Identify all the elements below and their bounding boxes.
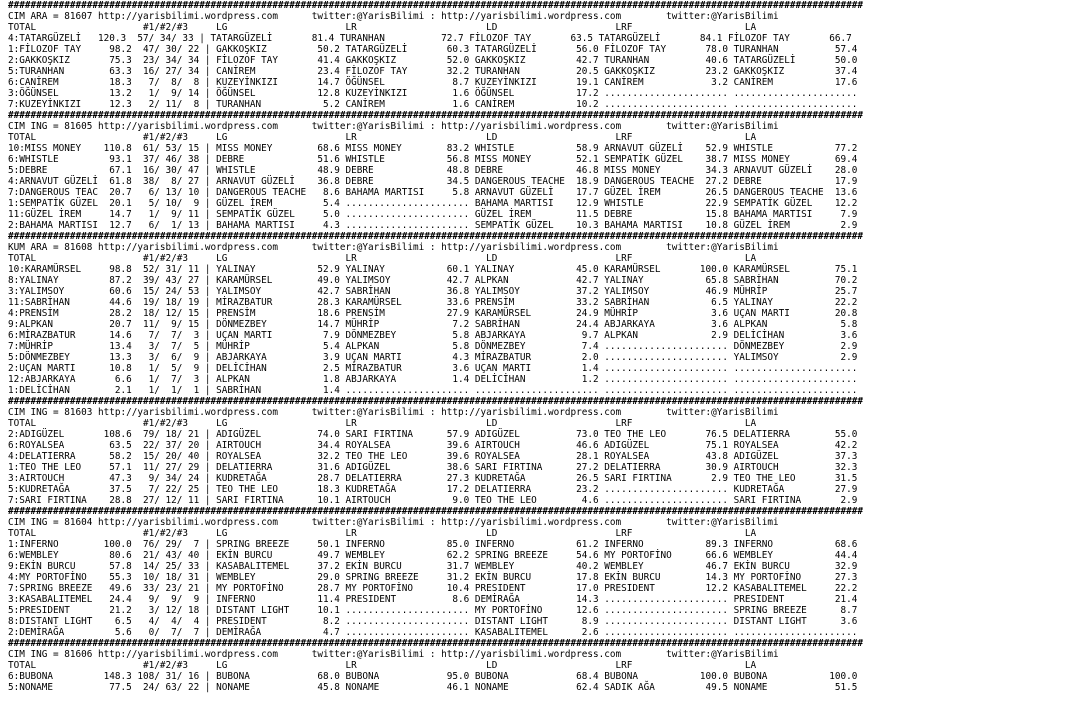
data-row: 3:KASABALITEMEL 24.4 9/ 9/ 9 | INFERNO 11.4 PRESIDENT 8.6 DEMİRAĞA 14.3 ...................... PRESIDENT 21.4 <box>8 594 858 605</box>
data-row: 6:CANİREM 18.3 7/ 8/ 8 | KUZEYİNKIZI 14.7 ÖĞÜNSEL 8.7 KUZEYİNKIZI 19.1 CANİREM 3.2 CANİREM 17.6 <box>8 77 858 88</box>
race-header-line: CIM ING = 81603 http://yarisbilimi.wordpress.com twitter:@YarisBilimi : http://yarisbilimi.wordpress.com twitter:@YarisBilimi <box>8 407 779 418</box>
data-row: 7:SPRING BREEZE 49.6 33/ 23/ 21 | MY PORTOFİNO 28.7 MY PORTOFİNO 10.4 PRESIDENT 17.0 PRESIDENT 12.2 KASABALITEMEL 22.2 <box>8 583 858 594</box>
data-row: 8:YALINAY 87.2 39/ 43/ 27 | KARAMÜRSEL 49.0 YALIMSOY 42.7 ALPKAN 42.7 YALINAY 65.8 SABRİHAN 70.2 <box>8 275 858 286</box>
data-row: 8:DISTANT LIGHT 6.5 4/ 4/ 4 | PRESIDENT 8.2 ...................... DISTANT LIGHT 8.9 ...................... DISTANT LIGHT 3.6 <box>8 616 858 627</box>
data-row: 6:ROYALSEA 63.5 22/ 37/ 20 | AIRTOUCH 34.4 ROYALSEA 39.6 AIRTOUCH 46.6 ADIGÜZEL 75.1 ROYALSEA 42.2 <box>8 440 858 451</box>
separator-line: ######################################################################################################################################################## <box>8 506 864 517</box>
data-row: 11:SABRİHAN 44.6 19/ 18/ 19 | MİRAZBATUR 28.3 KARAMÜRSEL 33.6 PRENSİM 33.2 SABRİHAN 6.5 YALINAY 22.2 <box>8 297 858 308</box>
column-header-line: TOTAL #1/#2/#3 LG LR LD LRF LA <box>8 253 757 264</box>
data-row: 2:GAKKOŞKIZ 75.3 23/ 34/ 34 | FİLOZOF TAY 41.4 GAKKOŞKIZ 52.0 GAKKOŞKIZ 42.7 TURANHAN 40.6 TATARGÜZELİ 50.0 <box>8 55 858 66</box>
race-header-line: CIM ARA = 81607 http://yarisbilimi.wordpress.com twitter:@YarisBilimi : http://yarisbilimi.wordpress.com twitter:@YarisBilimi <box>8 11 779 22</box>
data-row: 7:DANGEROUS TEAC 20.7 6/ 13/ 10 | DANGEROUS TEACHE 8.6 BAHAMA MARTISI 5.8 ARNAVUT GÜZELİ 17.7 GÜZEL İREM 26.5 DANGEROUS TEACHE 13.6 <box>8 187 858 198</box>
data-row: 1:FİLOZOF TAY 98.2 47/ 30/ 22 | GAKKOŞKIZ 50.2 TATARGÜZELİ 60.3 TATARGÜZELİ 56.0 FİLOZOF TAY 78.0 TURANHAN 57.4 <box>8 44 858 55</box>
data-row: 5:KUDRETAĞA 37.5 7/ 22/ 25 | TEO THE LEO 18.3 KUDRETAĞA 17.2 DELATIERRA 23.2 ...................... KUDRETAĞA 27.9 <box>8 484 858 495</box>
race-header-line: CIM ING = 81604 http://yarisbilimi.wordpress.com twitter:@YarisBilimi : http://yarisbilimi.wordpress.com twitter:@YarisBilimi <box>8 517 779 528</box>
data-row: 12:ABJARKAYA 6.6 1/ 7/ 3 | ALPKAN 1.8 ABJARKAYA 1.4 DELİCİHAN 1.2 ...................... ...................... <box>8 374 858 385</box>
data-row: 10:KARAMÜRSEL 98.8 52/ 31/ 11 | YALINAY 52.9 YALINAY 60.1 YALINAY 45.0 KARAMÜRSEL 100.0 KARAMÜRSEL 75.1 <box>8 264 858 275</box>
data-row: 5:DÖNMEZBEY 13.3 3/ 6/ 9 | ABJARKAYA 3.9 UÇAN MARTI 4.3 MİRAZBATUR 2.0 ...................... YALIMSOY 2.9 <box>8 352 858 363</box>
data-row: 3:AIRTOUCH 47.3 9/ 34/ 24 | KUDRETAĞA 28.7 DELATIERRA 27.3 KUDRETAĞA 26.5 SARI FIRTINA 2.9 TEO THE LEO 31.5 <box>8 473 858 484</box>
data-row: 9:EKİN BURCU 57.8 14/ 25/ 33 | KASABALITEMEL 37.2 EKİN BURCU 31.7 WEMBLEY 40.2 WEMBLEY 46.7 EKİN BURCU 32.9 <box>8 561 858 572</box>
data-row: 6:WEMBLEY 80.6 21/ 43/ 40 | EKİN BURCU 49.7 WEMBLEY 62.2 SPRING BREEZE 54.6 MY PORTOFİNO 66.6 WEMBLEY 44.4 <box>8 550 858 561</box>
race-header-line: CIM ING = 81606 http://yarisbilimi.wordpress.com twitter:@YarisBilimi : http://yarisbilimi.wordpress.com twitter:@YarisBilimi <box>8 649 779 660</box>
separator-line: ######################################################################################################################################################## <box>8 396 864 407</box>
data-row: 5:PRESIDENT 21.2 3/ 12/ 18 | DISTANT LIGHT 10.1 ...................... MY PORTOFİNO 12.6 ...................... SPRING BREEZE 8.7 <box>8 605 858 616</box>
data-row: 6:BUBONA 148.3 108/ 31/ 16 | BUBONA 68.0 BUBONA 95.0 BUBONA 68.4 BUBONA 100.0 BUBONA 100.0 <box>8 671 858 682</box>
data-row: 4:DELATIERRA 58.2 15/ 20/ 40 | ROYALSEA 32.2 TEO THE LEO 39.6 ROYALSEA 28.1 ROYALSEA 43.8 ADIGÜZEL 37.3 <box>8 451 858 462</box>
data-row: 2:ADIGÜZEL 108.6 79/ 18/ 21 | ADIGÜZEL 74.0 SARI FIRTINA 57.9 ADIGÜZEL 73.0 TEO THE LEO 76.5 DELATIERRA 55.0 <box>8 429 858 440</box>
separator-line: ######################################################################################################################################################## <box>8 0 864 11</box>
data-row: 6:WHISTLE 93.1 37/ 46/ 38 | DEBRE 51.6 WHISTLE 56.8 MISS MONEY 52.1 SEMPATİK GÜZEL 38.7 MISS MONEY 69.4 <box>8 154 858 165</box>
data-row: 1:DELİCİHAN 2.1 1/ 1/ 1 | SABRİHAN 1.4 ...................... ...................... ...................... ...................... <box>8 385 858 396</box>
data-row: 2:UÇAN MARTI 10.8 1/ 5/ 9 | DELİCİHAN 2.5 MİRAZBATUR 3.6 UÇAN MARTI 1.4 ...................... ...................... <box>8 363 858 374</box>
data-row: 7:SARI FIRTINA 28.8 27/ 12/ 11 | SARI FIRTINA 10.1 AIRTOUCH 9.0 TEO THE LEO 4.6 ...................... SARI FIRTINA 2.9 <box>8 495 858 506</box>
data-row: 1:SEMPATİK GÜZEL 20.1 5/ 10/ 9 | GÜZEL İREM 5.4 ...................... BAHAMA MARTISI 12.9 WHISTLE 22.9 SEMPATİK GÜZEL 12.2 <box>8 198 858 209</box>
data-row: 5:TURANHAN 63.3 16/ 27/ 34 | CANİREM 23.4 FİLOZOF TAY 32.2 TURANHAN 20.5 GAKKOŞKIZ 23.2 GAKKOŞKIZ 37.4 <box>8 66 858 77</box>
data-row: 4:PRENSİM 28.2 18/ 12/ 15 | PRENSİM 18.6 PRENSİM 27.9 KARAMÜRSEL 24.9 MÜHRİP 3.6 UÇAN MARTI 20.8 <box>8 308 858 319</box>
data-row: 6:MİRAZBATUR 14.6 7/ 7/ 3 | UÇAN MARTI 7.9 DÖNMEZBEY 5.8 ABJARKAYA 9.7 ALPKAN 2.9 DELİCİHAN 3.6 <box>8 330 858 341</box>
data-row: 2:BAHAMA MARTISI 12.7 6/ 1/ 13 | BAHAMA MARTISI 4.3 ...................... SEMPATİK GÜZEL 10.3 BAHAMA MARTISI 10.8 GÜZEL İREM 2.9 <box>8 220 858 231</box>
data-row: 4:MY PORTOFİNO 55.3 10/ 18/ 31 | WEMBLEY 29.0 SPRING BREEZE 31.2 EKİN BURCU 17.8 EKİN BURCU 14.3 MY PORTOFİNO 27.3 <box>8 572 858 583</box>
separator-line: ######################################################################################################################################################## <box>8 231 864 242</box>
data-row: 4:TATARGÜZELİ 120.3 57/ 34/ 33 | TATARGÜZELİ 81.4 TURANHAN 72.7 FİLOZOF TAY 63.5 TATARGÜZELİ 84.1 FİLOZOF TAY 66.7 <box>8 33 852 44</box>
data-row: 9:ALPKAN 20.7 11/ 9/ 15 | DÖNMEZBEY 14.7 MÜHRİP 7.2 SABRİHAN 24.4 ABJARKAYA 3.6 ALPKAN 5.8 <box>8 319 858 330</box>
data-row: 2:DEMİRAĞA 5.6 0/ 7/ 7 | DEMİRAĞA 4.7 ...................... KASABALITEMEL 2.6 ...................... ...................... <box>8 627 858 638</box>
separator-line: ######################################################################################################################################################## <box>8 638 864 649</box>
data-row: 3:ÖĞÜNSEL 13.2 1/ 9/ 14 | ÖĞÜNSEL 12.8 KUZEYİNKIZI 1.6 ÖĞÜNSEL 17.2 ...................... ...................... <box>8 88 858 99</box>
column-header-line: TOTAL #1/#2/#3 LG LR LD LRF LA <box>8 132 757 143</box>
column-header-line: TOTAL #1/#2/#3 LG LR LD LRF LA <box>8 660 757 671</box>
column-header-line: TOTAL #1/#2/#3 LG LR LD LRF LA <box>8 418 757 429</box>
data-row: 5:DEBRE 67.1 16/ 30/ 47 | WHISTLE 48.9 DEBRE 48.8 DEBRE 46.8 MISS MONEY 34.3 ARNAVUT GÜZELİ 28.0 <box>8 165 858 176</box>
data-row: 4:ARNAVUT GÜZELİ 61.8 38/ 8/ 27 | ARNAVUT GÜZELİ 36.8 DEBRE 34.5 DANGEROUS TEACHE 18.9 DANGEROUS TEACHE 27.2 DEBRE 17.9 <box>8 176 858 187</box>
race-header-line: CIM ING = 81605 http://yarisbilimi.wordpress.com twitter:@YarisBilimi : http://yarisbilimi.wordpress.com twitter:@YarisBilimi <box>8 121 779 132</box>
data-row: 5:NONAME 77.5 24/ 63/ 22 | NONAME 45.8 NONAME 46.1 NONAME 62.4 SADIK AĞA 49.5 NONAME 51.5 <box>8 682 858 693</box>
race-header-line: KUM ARA = 81608 http://yarisbilimi.wordpress.com twitter:@YarisBilimi : http://yarisbilimi.wordpress.com twitter:@YarisBilimi <box>8 242 779 253</box>
separator-line: ######################################################################################################################################################## <box>8 110 864 121</box>
data-row: 11:GÜZEL İREM 14.7 1/ 9/ 11 | SEMPATİK GÜZEL 5.0 ...................... GÜZEL İREM 11.5 DEBRE 15.8 BAHAMA MARTISI 7.9 <box>8 209 858 220</box>
column-header-line: TOTAL #1/#2/#3 LG LR LD LRF LA <box>8 22 757 33</box>
data-row: 10:MISS MONEY 110.8 61/ 53/ 15 | MISS MONEY 68.6 MISS MONEY 83.2 WHISTLE 58.9 ARNAVUT GÜZELİ 52.9 WHISTLE 77.2 <box>8 143 858 154</box>
data-row: 1:INFERNO 100.0 76/ 29/ 7 | SPRING BREEZE 50.1 INFERNO 85.0 INFERNO 61.2 INFERNO 89.3 INFERNO 68.6 <box>8 539 858 550</box>
data-row: 7:KUZEYİNKIZI 12.3 2/ 11/ 8 | TURANHAN 5.2 CANİREM 1.6 CANİREM 10.2 ...................... ...................... <box>8 99 858 110</box>
data-row: 1:TEO THE LEO 57.1 11/ 27/ 29 | DELATIERRA 31.6 ADIGÜZEL 38.6 SARI FIRTINA 27.2 DELATIERRA 30.9 AIRTOUCH 32.3 <box>8 462 858 473</box>
data-row: 7:MÜHRİP 13.4 3/ 7/ 5 | MÜHRİP 5.4 ALPKAN 5.8 DÖNMEZBEY 7.4 ...................... DÖNMEZBEY 2.9 <box>8 341 858 352</box>
column-header-line: TOTAL #1/#2/#3 LG LR LD LRF LA <box>8 528 757 539</box>
data-row: 3:YALIMSOY 60.6 15/ 24/ 53 | YALIMSOY 42.7 SABRİHAN 36.8 YALIMSOY 37.2 YALIMSOY 46.9 MÜHRİP 25.7 <box>8 286 858 297</box>
